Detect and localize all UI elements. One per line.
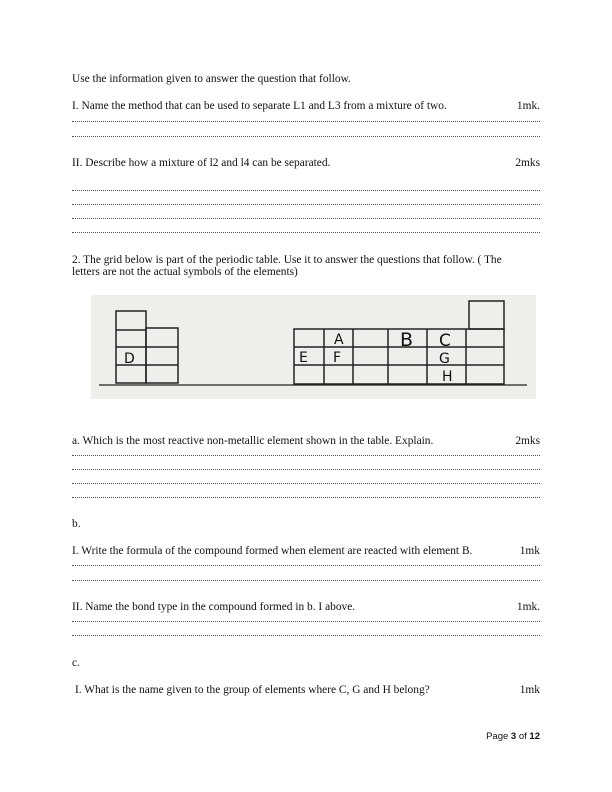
answer-line[interactable]	[72, 580, 540, 581]
periodic-table-grid-figure	[91, 295, 536, 399]
element-f-label: F	[333, 350, 342, 366]
element-d-label: D	[124, 351, 135, 367]
footer-of-word: of	[518, 731, 527, 742]
question-b-label: b.	[72, 518, 81, 530]
answer-line[interactable]	[72, 121, 540, 122]
page-footer	[486, 731, 540, 742]
answer-line[interactable]	[72, 190, 540, 191]
question-c1-marks: 1mk	[519, 684, 540, 696]
question-b2-text: II. Name the bond type in the compound formed in b. I above.	[72, 601, 356, 613]
grid-cell-group2-column	[146, 328, 178, 383]
answer-line[interactable]	[72, 136, 540, 137]
element-e-label: E	[299, 350, 308, 366]
section-2-line-1: 2. The grid below is part of the periodic table. Use it to answer the questions that follow. ( The	[72, 254, 502, 266]
answer-line[interactable]	[72, 621, 540, 622]
element-a-label: A	[334, 332, 344, 348]
grid-cell-group8-top	[469, 301, 504, 329]
answer-line[interactable]	[72, 565, 540, 566]
answer-line[interactable]	[72, 455, 540, 456]
answer-line[interactable]	[72, 232, 540, 233]
question-b1-marks: 1mk	[519, 545, 540, 557]
answer-line[interactable]	[72, 483, 540, 484]
answer-line[interactable]	[72, 218, 540, 219]
question-b2-marks: 1mk.	[516, 601, 540, 613]
element-c-label: C	[439, 331, 451, 351]
question-1-marks: 1mk.	[516, 100, 540, 112]
question-a-text: a. Which is the most reactive non-metallic element shown in the table. Explain.	[72, 435, 434, 447]
question-2-marks: 2mks	[515, 157, 540, 169]
question-a-marks: 2mks	[515, 435, 540, 447]
question-c-label: c.	[72, 657, 80, 669]
grid-right-block	[294, 329, 504, 384]
element-h-label: H	[442, 369, 453, 385]
periodic-grid-drawing	[91, 295, 536, 399]
answer-line[interactable]	[72, 635, 540, 636]
footer-page-word: Page	[486, 731, 509, 742]
answer-line[interactable]	[72, 469, 540, 470]
question-2-text: II. Describe how a mixture of l2 and l4 can be separated.	[72, 157, 331, 169]
answer-line[interactable]	[72, 204, 540, 205]
footer-total-pages: 12	[529, 731, 540, 742]
section-2-line-2: letters are not the actual symbols of the elements)	[72, 266, 298, 278]
question-c1-text: I. What is the name given to the group of elements where C, G and H belong?	[75, 684, 430, 696]
question-1-text: I. Name the method that can be used to separate L1 and L3 from a mixture of two.	[72, 100, 447, 112]
element-b-label: B	[400, 329, 414, 351]
intro-text: Use the information given to answer the question that follow.	[72, 73, 351, 85]
question-b1-text: I. Write the formula of the compound formed when element are reacted with element B.	[72, 545, 473, 557]
footer-page-number: 3	[510, 731, 517, 742]
element-g-label: G	[439, 351, 450, 367]
answer-line[interactable]	[72, 497, 540, 498]
